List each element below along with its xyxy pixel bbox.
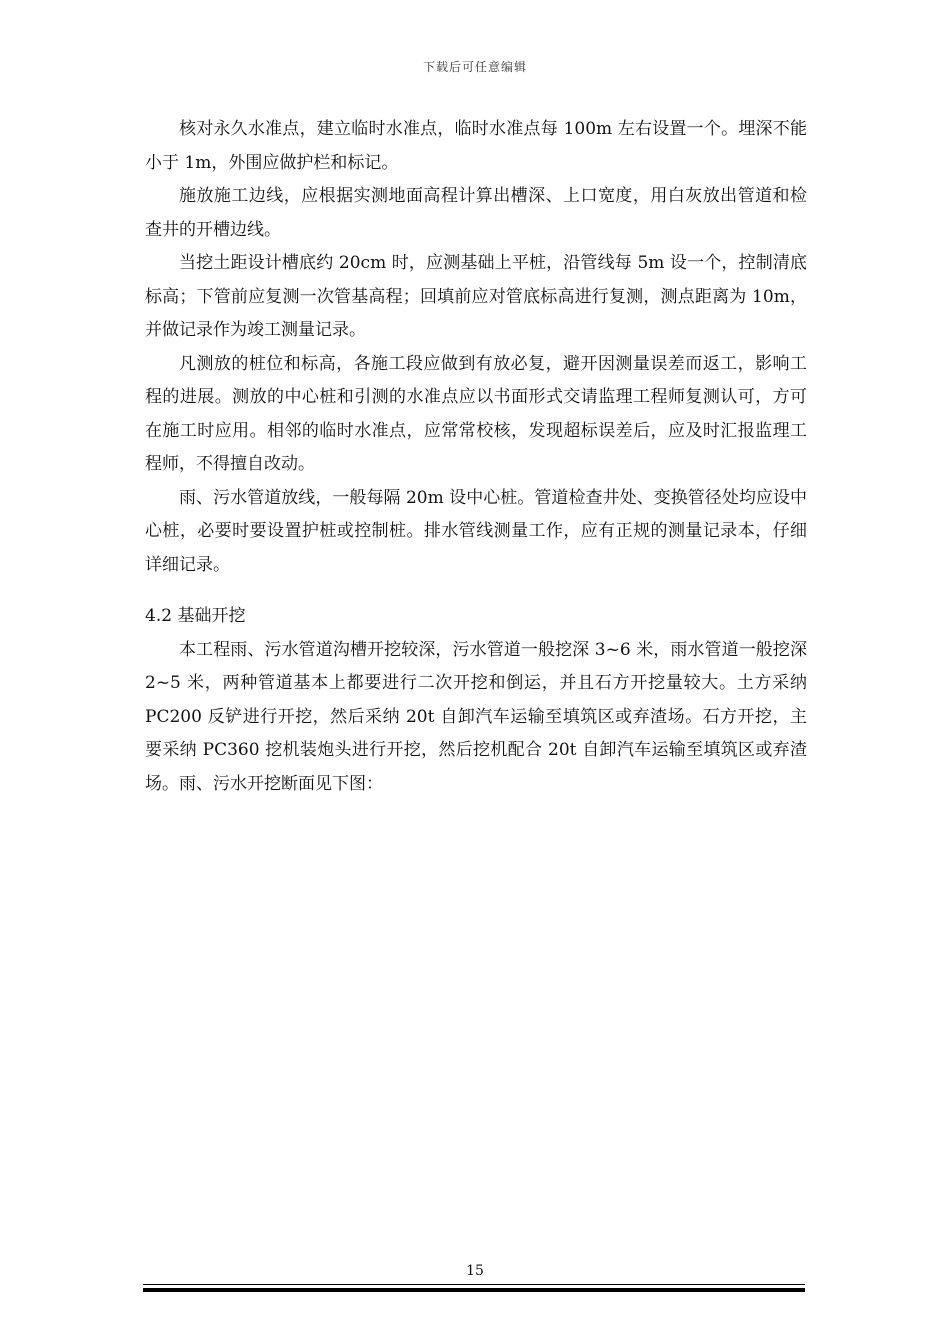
footer-divider-thin [143, 1284, 805, 1285]
paragraph-grade-stakes: 当挖土距设计槽底约 20cm 时，应测基础上平桩，沿管线每 5m 设一个，控制清底标高；下管前应复测一次管基高程；回填前应对管底标高进行复测，测点距离为 10m，并做记录作为竣工测量记录。 [145, 253, 807, 340]
paragraph-verification: 凡测放的桩位和标高，各施工段应做到有放必复，避开因测量误差而返工，影响工程的进展。测放的中心桩和引测的水准点应以书面形式交请监理工程师复测认可，方可在施工时应用。相邻的临时水准点，应常常校核，发现超标误差后，应及时汇报监理工程师，不得擅自改动。 [145, 353, 807, 474]
document-body [145, 113, 807, 801]
page-header: 下载后可任意编辑 [422, 60, 527, 74]
paragraph-edge-lines: 施放施工边线，应根据实测地面高程计算出槽深、上口宽度，用白灰放出管道和检查井的开槽边线。 [145, 186, 807, 240]
footer-divider-thick [143, 1288, 805, 1292]
page-number: 15 [466, 1263, 484, 1279]
paragraph-center-stakes: 雨、污水管道放线，一般每隔 20m 设中心桩。管道检查井处、变换管径处均应设中心桩，必要时要设置护桩或控制桩。排水管线测量工作，应有正规的测量记录本，仔细详细记录。 [145, 487, 807, 575]
section-heading: 4.2 基础开挖 [145, 606, 246, 626]
paragraph-benchmark: 核对永久水准点，建立临时水准点，临时水准点每 100m 左右设置一个。埋深不能小于 1m，外围应做护栏和标记。 [145, 119, 807, 173]
paragraph-excavation: 本工程雨、污水管道沟槽开挖较深，污水管道一般挖深 3~6 米，雨水管道一般挖深 2~5 米，两种管道基本上都要进行二次开挖和倒运，并且石方开挖量较大。土方采纳 PC200 反铲进行开挖，然后采纳 20t 自卸汽车运输至填筑区或弃渣场。石方开挖，主要采纳 PC360 挖机装炮头进行开挖，然后挖机配合 20t 自卸汽车运输至填筑区或弃渣场。雨、污水开挖断面见下图： [145, 639, 807, 794]
